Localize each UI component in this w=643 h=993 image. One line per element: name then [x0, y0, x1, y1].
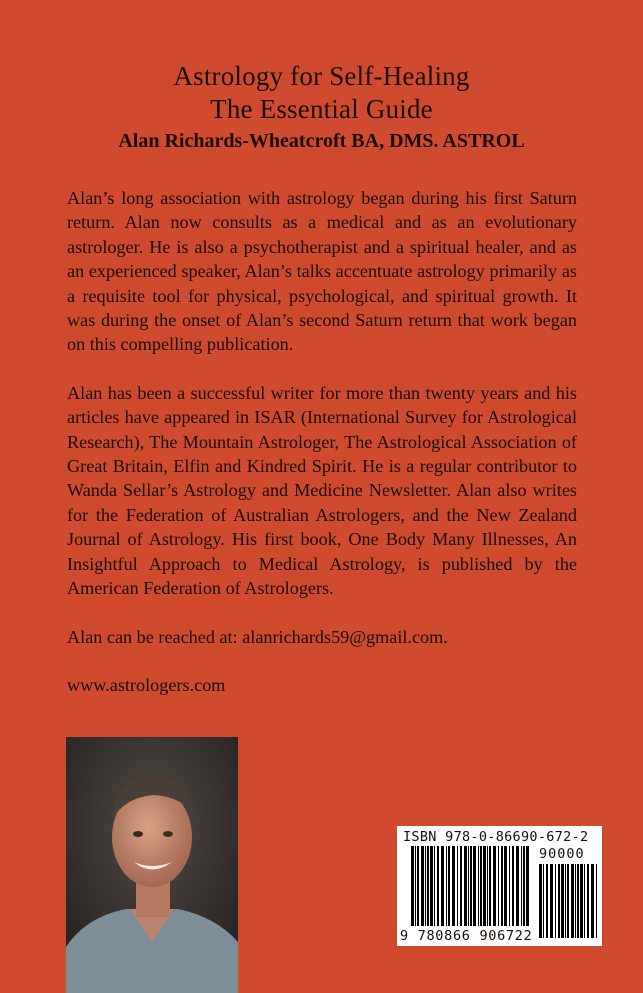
isbn-barcode	[397, 826, 602, 946]
bio-paragraph-1: Alan’s long association with astrology began during his first Saturn return. Alan now consults as a medical and as an evolutionary astrologer. He is also a psychotherapist and a spiritual healer, and as an experienced speaker, Alan’s talks accentuate astrology primarily as a requisite tool for physical, psychological, and spiritual growth. It was during the onset of Alan’s second Saturn return that work began on this compelling publication.	[67, 188, 577, 355]
author-photo	[66, 737, 238, 993]
title-block	[0, 60, 643, 154]
book-title: Astrology for Self-Healing	[173, 61, 470, 91]
isbn-label: ISBN 978-0-86690-672-2	[403, 829, 589, 845]
website-line: www.astrologers.com	[67, 674, 226, 695]
book-subtitle: The Essential Guide	[210, 94, 433, 124]
contact-line: Alan can be reached at: alanrichards59@gmail.com.	[67, 626, 448, 647]
barcode-addon-number: 90000	[539, 846, 585, 862]
barcode-ean-digits: 9 780866 906722	[400, 928, 533, 944]
author-name: Alan Richards-Wheatcroft BA, DMS. ASTROL	[118, 130, 525, 152]
bio-paragraph-2: Alan has been a successful writer for more than twenty years and his articles have appeared in ISAR (International Survey for Astrological Research), The Mountain Astrologer, The Astrological Association of Great Britain, Elfin and Kindred Spirit. He is a regular contributor to Wanda Sellar’s Astrology and Medicine Newsletter. Alan also writes for the Federation of Australian Astrologers, and the New Zealand Journal of Astrology. His first book, One Body Many Illnesses, An Insightful Approach to Medical Astrology, is published by the American Federation of Astrologers.	[67, 382, 577, 599]
back-cover-blurb	[67, 186, 577, 721]
